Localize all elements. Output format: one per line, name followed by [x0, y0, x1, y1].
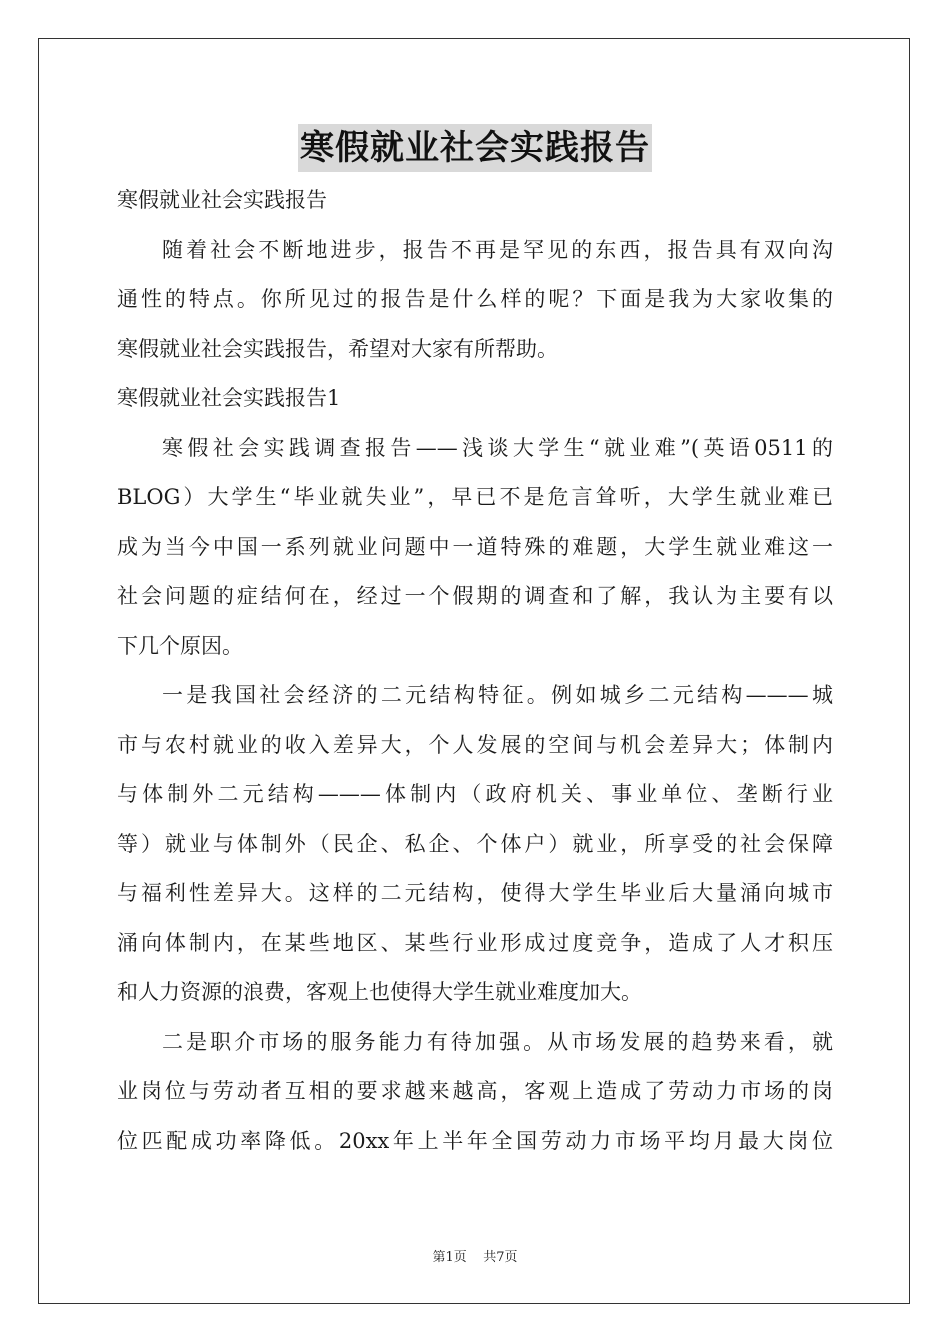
text-line: 成为当今中国一系列就业问题中一道特殊的难题，大学生就业难这一	[117, 534, 833, 559]
text-line: 业岗位与劳动者互相的要求越来越高，客观上造成了劳动力市场的岗	[117, 1079, 833, 1103]
text-line: BLOG）大学生“毕业就失业”，早已不是危言耸听，大学生就业难已	[117, 485, 833, 509]
text-line: 二是职介市场的服务能力有待加强。从市场发展的趋势来看，就	[162, 1029, 833, 1054]
text-line: 与体制外二元结构———体制内（政府机关、事业单位、垄断行业	[117, 782, 833, 806]
text-line: 寒假就业社会实践报告1	[117, 386, 341, 410]
text-line: 市与农村就业的收入差异大，个人发展的空间与机会差异大；体制内	[117, 732, 833, 757]
text-line: 寒假就业社会实践报告，希望对大家有所帮助。	[117, 336, 558, 361]
text-line: 通性的特点。你所见过的报告是什么样的呢？下面是我为大家收集的	[117, 287, 833, 311]
text-line: 随着社会不断地进步，报告不再是罕见的东西，报告具有双向沟	[162, 237, 833, 262]
page-number: 第1页 共7页	[432, 1250, 518, 1265]
text-line: 位匹配成功率降低。20xx年上半年全国劳动力市场平均月最大岗位	[117, 1128, 833, 1153]
text-line: 等）就业与体制外（民企、私企、个体户）就业，所享受的社会保障	[117, 831, 833, 856]
title-container	[0, 124, 950, 172]
text-line: 与福利性差异大。这样的二元结构，使得大学生毕业后大量涌向城市	[117, 881, 833, 905]
text-line: 寒假就业社会实践报告	[117, 188, 327, 212]
document-body	[117, 176, 833, 1166]
page-footer	[0, 1246, 950, 1265]
document-title: 寒假就业社会实践报告	[298, 124, 652, 172]
text-line: 和人力资源的浪费，客观上也使得大学生就业难度加大。	[117, 980, 642, 1004]
text-line: 社会问题的症结何在，经过一个假期的调查和了解，我认为主要有以	[117, 584, 833, 608]
text-line: 一是我国社会经济的二元结构特征。例如城乡二元结构———城	[162, 683, 833, 707]
text-line: 下几个原因。	[117, 633, 243, 658]
text-line: 寒假社会实践调查报告——浅谈大学生“就业难”(英语0511的	[162, 435, 833, 460]
text-line: 涌向体制内，在某些地区、某些行业形成过度竞争，造成了人才积压	[117, 930, 833, 955]
